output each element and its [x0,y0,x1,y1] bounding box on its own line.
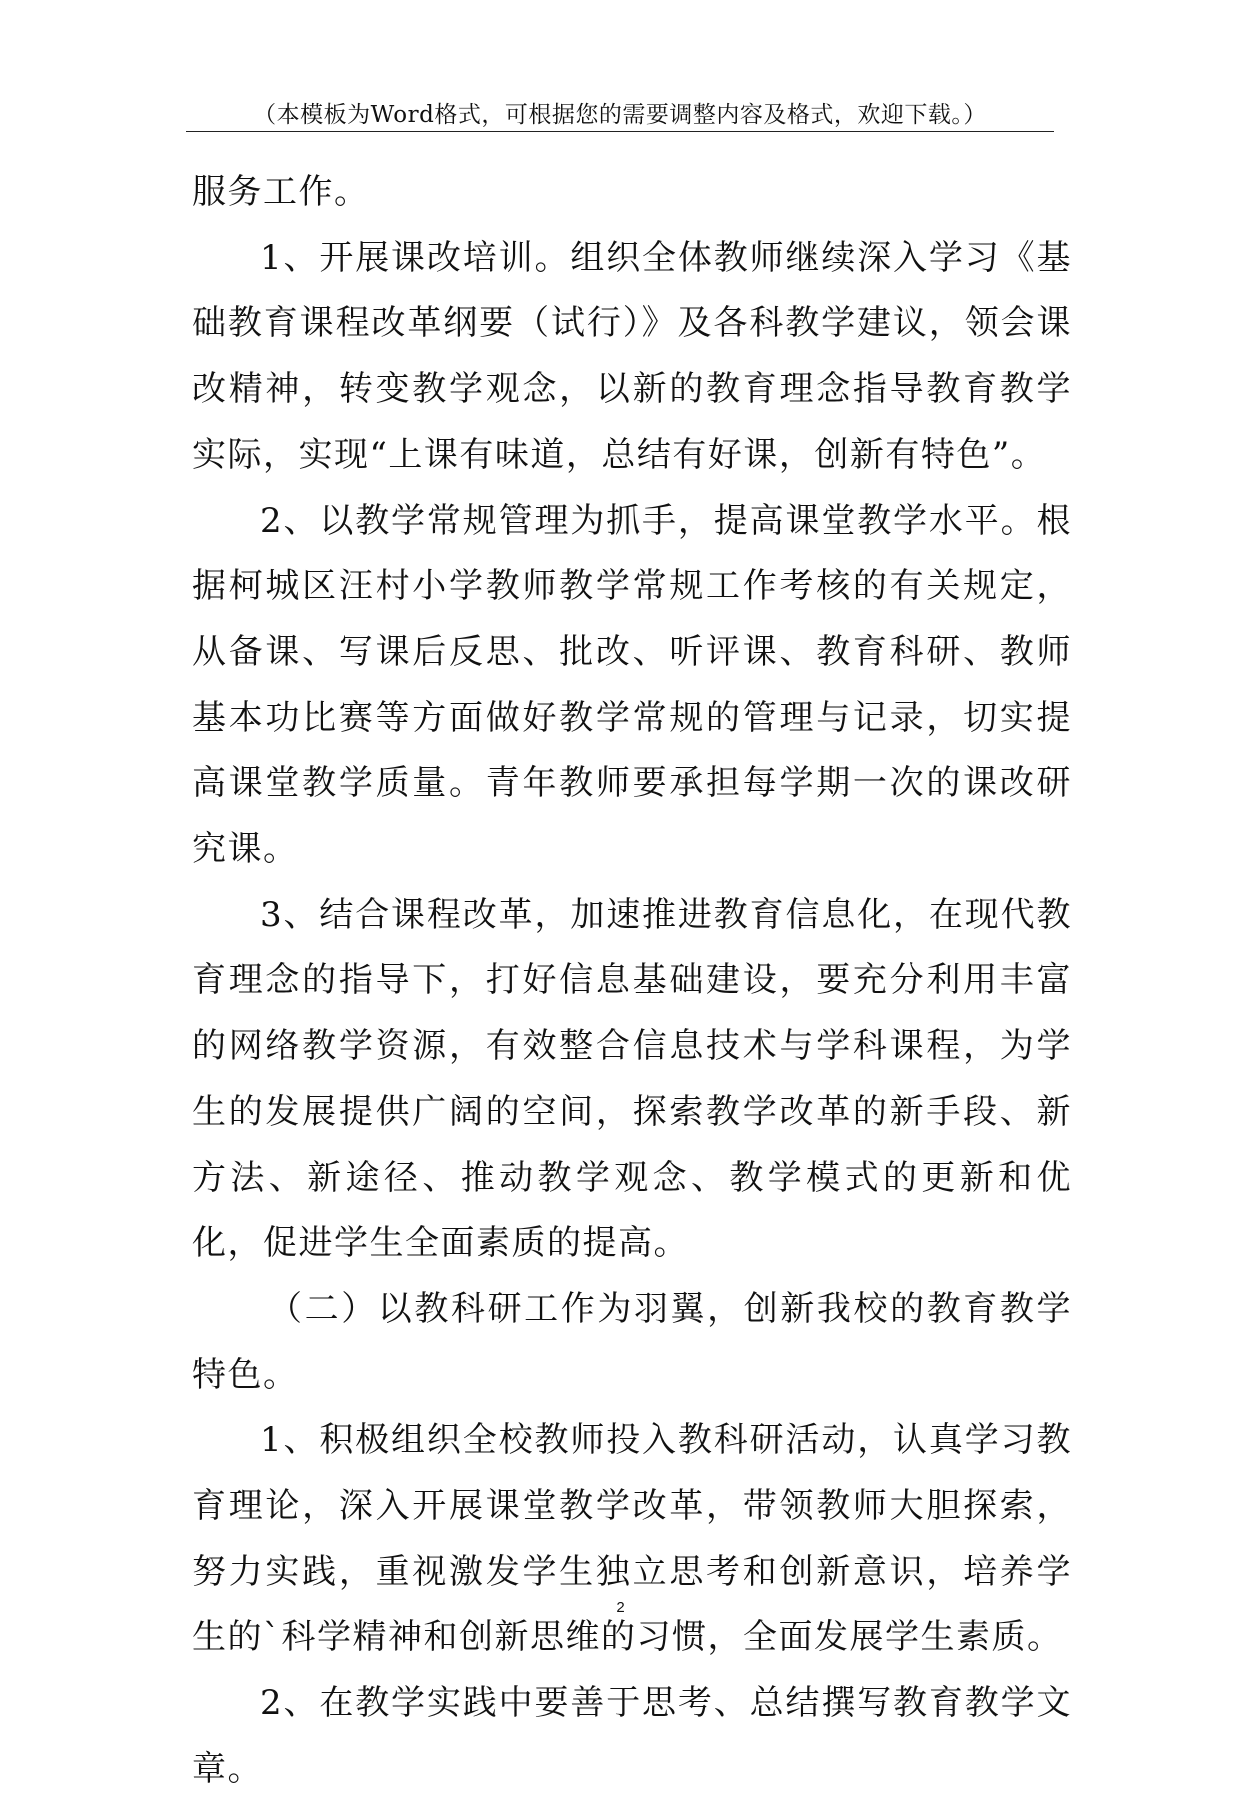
document-body [192,160,1072,1803]
page-header-note: （本模板为Word格式，可根据您的需要调整内容及格式，欢迎下载。） [253,102,987,128]
paragraph-item-2-teaching-routine: 2、以教学常规管理为抓手，提高课堂教学水平。根据柯城区汪村小学教师教学常规工作考核的有关规定，从备课、写课后反思、批改、听评课、教育科研、教师基本功比赛等方面做好教学常规的管理与记录，切实提高课堂教学质量。青年教师要承担每学期一次的课改研究课。 [192,500,1072,870]
header-divider [186,131,1054,132]
page-number: 2 [616,1599,625,1616]
paragraph-item-3-informatization: 3、结合课程改革，加速推进教育信息化，在现代教育理念的指导下，打好信息基础建设，要充分利用丰富的网络教学资源，有效整合信息技术与学科课程，为学生的发展提供广阔的空间，探索教学改革的新手段、新方法、新途径、推动教学观念、教学模式的更新和优化，促进学生全面素质的提高。 [192,894,1072,1264]
paragraph-item-1-curriculum-training: 1、开展课改培训。组织全体教师继续深入学习《基础教育课程改革纲要（试行）》及各科教学建议，领会课改精神，转变教学观念，以新的教育理念指导教育教学实际，实现“上课有味道，总结有好课，创新有特色”。 [192,237,1072,475]
paragraph-continuation: 服务工作。 [192,172,370,212]
paragraph-item-1-research-activities: 1、积极组织全校教师投入教科研活动，认真学习教育理论，深入开展课堂教学改革，带领教师大胆探索，努力实践，重视激发学生独立思考和创新意识，培养学生的`科学精神和创新思维的习惯，全面发展学生素质。 [192,1420,1072,1658]
paragraph-item-2-writing-articles: 2、在教学实践中要善于思考、总结撰写教育教学文章。 [192,1683,1072,1789]
section-heading-2: （二）以教科研工作为羽翼，创新我校的教育教学特色。 [192,1288,1072,1395]
